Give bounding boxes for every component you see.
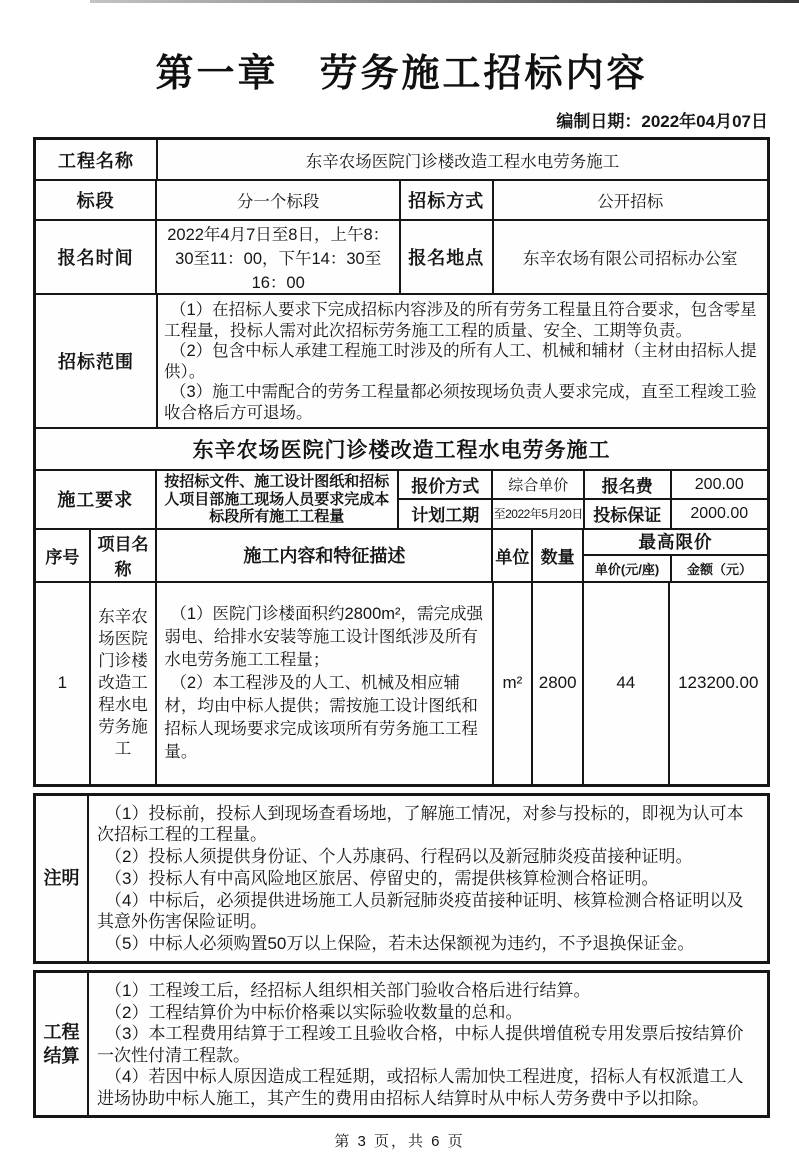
subrow-schedule-bond: [399, 498, 767, 527]
schedule-value: 至2022年5月20日: [491, 500, 583, 527]
item-unit: m²: [492, 583, 532, 784]
header-no: 序号: [45, 547, 80, 567]
note-line-3: （3）投标人有中高风险地区旅居、停留史的，需提供核算检测合格证明。: [105, 868, 659, 888]
project-name-value: 东辛农场医院门诊楼改造工程水电劳务施工: [156, 140, 767, 179]
requirement-value: 按招标文件、施工设计图纸和招标人项目部施工现场人员要求完成本标段所有施工工程量: [155, 471, 397, 528]
item-qty: 2800: [531, 583, 582, 784]
header-max-price-sub: [584, 554, 767, 581]
settlement-label: 工程结算: [36, 973, 89, 1115]
header-name: 项目名称: [89, 530, 156, 581]
note-line-2: （2）投标人须提供身份证、个人苏康码、行程码以及新冠肺炎疫苗接种证明。: [105, 847, 693, 867]
schedule-label: 计划工期: [411, 506, 480, 526]
section-title: 东辛农场医院门诊楼改造工程水电劳务施工: [192, 439, 611, 462]
note-line-5: （5）中标人必须购置50万以上保险，若未达保额视为违约，不予退换保证金。: [105, 934, 695, 954]
item-desc-line-2: （2）本工程涉及的人工、机械及相应辅材，均由中标人提供；需按施工设计图纸和招标人现场要求完成该项所有劳务施工工程量。: [164, 673, 478, 761]
signup-place-value: 东辛农场有限公司招标办公室: [492, 221, 767, 293]
fee-label: 报名费: [583, 471, 670, 498]
item-desc-line-1: （1）医院门诊楼面积约2800m²，需完成强弱电、给排水安装等施工设计图纸涉及所有水电劳务施工工程量；: [164, 604, 483, 669]
item-amount: 123200.00: [668, 583, 767, 784]
signup-place-label: 报名地点: [399, 221, 492, 293]
quote-value: 综合单价: [491, 471, 583, 498]
row-scope: [36, 293, 767, 427]
fee-value: 200.00: [670, 471, 767, 498]
header-qty: 数量: [531, 530, 582, 581]
row-section-method: [36, 179, 767, 219]
row-requirements: [36, 469, 767, 528]
header-unit-price: 单价(元/座): [594, 561, 660, 577]
document-page: [33, 0, 770, 1118]
subrow-quote-fee: [399, 471, 767, 498]
page-title: 第一章 劳务施工招标内容: [155, 53, 648, 95]
scope-text: [156, 295, 767, 427]
settlement-line-3: （3）本工程费用结算于工程竣工且验收合格，中标人提供增值税专用发票后按结算价一次性付清工程款。: [97, 1024, 744, 1065]
item-name: 东辛农场医院门诊楼改造工程水电劳务施工: [89, 583, 156, 784]
signup-time-value: 2022年4月7日至8日，上午8：30至11：00，下午14：30至16：00: [155, 221, 399, 293]
header-max-price-group: [582, 530, 767, 581]
bond-value: 2000.00: [670, 500, 767, 527]
row-section-title: [36, 427, 767, 469]
item-desc: [155, 583, 491, 784]
tender-info-table: [33, 137, 770, 787]
quote-subtable: [397, 471, 767, 528]
section-value: 分一个标段: [155, 181, 399, 219]
signup-time-label: 报名时间: [57, 248, 134, 268]
page-number: 第 3 页，共 6 页: [334, 1133, 465, 1150]
settlement-line-1: （1）工程竣工后，经招标人组织相关部门验收合格后进行结算。: [105, 981, 591, 1001]
row-signup: [36, 219, 767, 293]
quote-label: 报价方式: [411, 477, 480, 497]
compile-date: 编制日期：2022年04月07日: [556, 112, 768, 131]
item-no: 1: [57, 673, 68, 692]
items-header-row: [36, 528, 767, 581]
settlement-line-4: （4）若因中标人原因造成工程延期，或招标人需加快工程进度，招标人有权派遣工人进场协助中标人施工，其产生的费用由招标人结算时从中标人劳务费中予以扣除。: [97, 1067, 744, 1108]
notes-box: [33, 793, 770, 965]
item-row: [36, 581, 767, 784]
scope-line-1: （1）在招标人要求下完成招标内容涉及的所有劳务工程量且符合要求，包含零星工程量，投标人需对此次招标劳务施工工程的质量、安全、工期等负责。: [164, 301, 757, 340]
scope-line-3: （3）施工中需配合的劳务工程量都必须按现场负责人要求完成，直至工程竣工验收合格后方可退场。: [164, 383, 757, 422]
project-name-label: 工程名称: [58, 150, 134, 171]
method-value: 公开招标: [492, 181, 767, 219]
notes-body: [89, 796, 767, 962]
notes-label: 注明: [36, 796, 89, 962]
header-max-price: 最高限价: [638, 532, 713, 552]
bond-label: 投标保证: [583, 500, 670, 527]
requirement-label: 施工要求: [57, 490, 134, 511]
settlement-line-2: （2）工程结算价为中标价格乘以实际验收数量的总和。: [105, 1002, 523, 1022]
settlement-box: [33, 970, 770, 1118]
note-line-4: （4）中标后，必须提供进场施工人员新冠肺炎疫苗接种证明、核算检测合格证明以及其意外伤害保险证明。: [97, 890, 744, 932]
section-label: 标段: [76, 191, 115, 211]
method-label: 招标方式: [399, 181, 492, 219]
item-unit-price: 44: [582, 583, 668, 784]
note-line-1: （1）投标前，投标人到现场查看场地，了解施工情况，对参与投标的，即视为认可本次招标工程的工程量。: [97, 803, 744, 845]
settlement-body: [89, 973, 767, 1115]
header-desc: 施工内容和特征描述: [155, 530, 491, 581]
row-project-name: [36, 140, 767, 179]
header-amount: 金额（元）: [670, 556, 767, 581]
header-unit: 单位: [491, 530, 531, 581]
scope-label: 招标范围: [58, 352, 134, 372]
scope-line-2: （2）包含中标人承建工程施工时涉及的所有人工、机械和辅材（主材由招标人提供）。: [164, 342, 757, 381]
